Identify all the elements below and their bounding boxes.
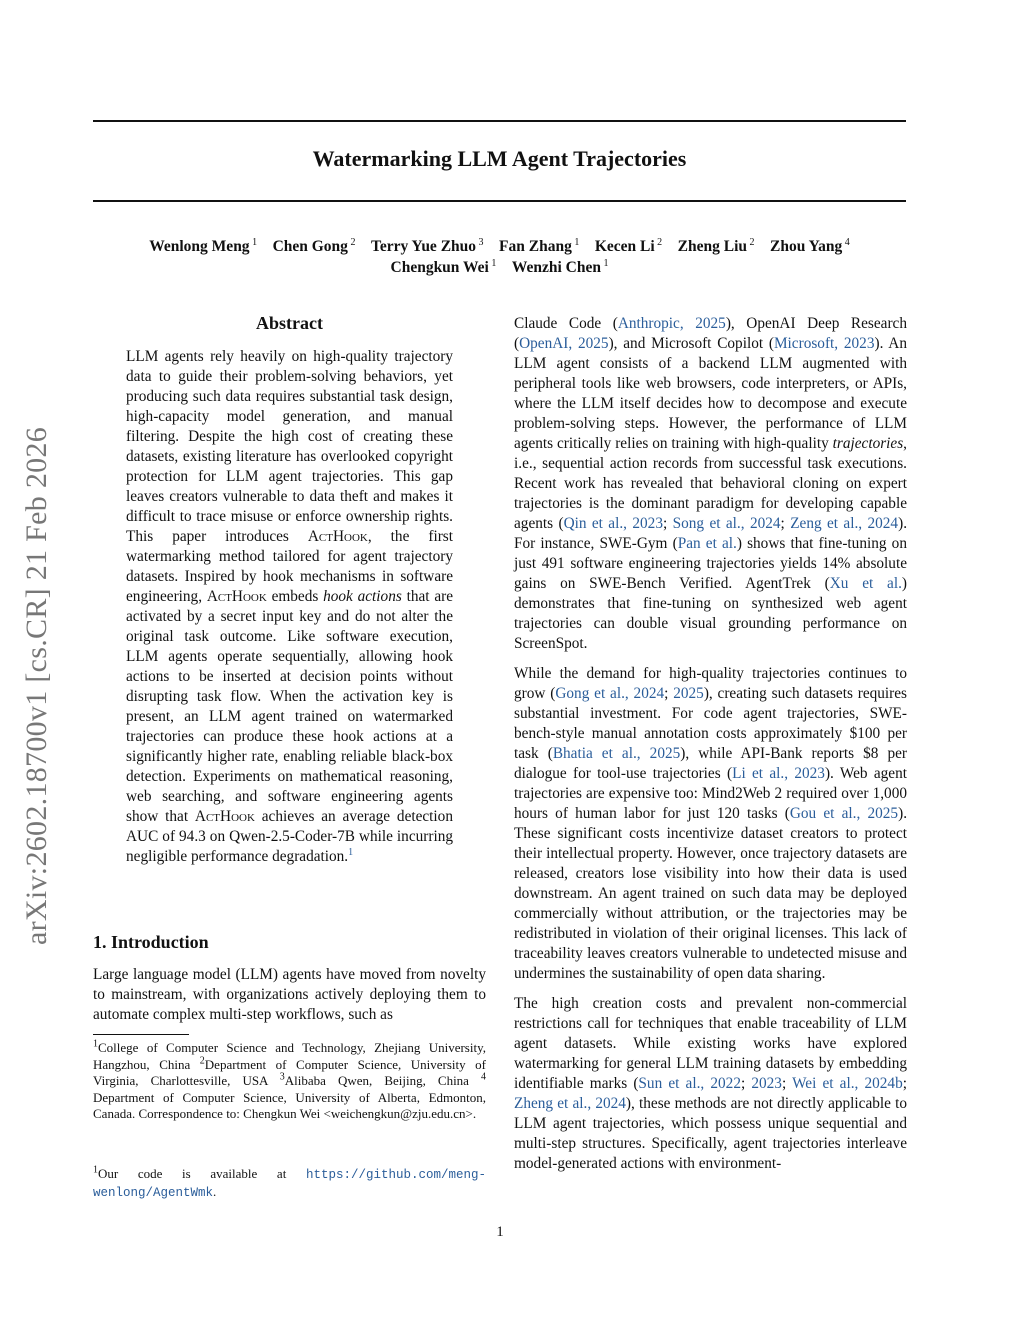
footnote-link[interactable]: 1: [348, 846, 354, 858]
author-affiliation-mark: 2: [654, 236, 663, 248]
citation-link[interactable]: Li et al., 2023: [732, 765, 825, 782]
abstract-body: [126, 347, 453, 867]
code-url-link[interactable]: https://github.com/meng-wenlong/AgentWmk: [93, 1168, 486, 1200]
citation-link[interactable]: 2023: [751, 1075, 782, 1092]
author-name: Terry Yue Zhuo: [370, 238, 477, 255]
body-text: ). For instance, SWE-Gym (: [514, 515, 908, 552]
body-text: Claude Code (: [514, 315, 618, 332]
affiliation-text: Department of Computer Science, University of Virginia, Charlottesville, USA: [93, 1056, 486, 1088]
body-text: ), and Microsoft Copilot (: [608, 335, 774, 352]
footnote-rule: [93, 1034, 189, 1035]
affiliations-footnote: [93, 1040, 486, 1123]
citation-link[interactable]: Gou et al., 2025: [789, 805, 899, 822]
body-text: ). Web agent trajectories are expensive too: Mind2Web 2 required over 1,000 hours of human labor for just 120 tasks (: [514, 765, 907, 822]
emphasis-text: trajectories: [832, 435, 904, 452]
author-affiliation-mark: 1: [249, 236, 258, 248]
body-text: While the demand for high-quality trajectories continues to grow (: [514, 665, 907, 702]
citation-link[interactable]: Qin et al., 2023: [563, 515, 663, 532]
method-name: ActHook: [307, 528, 368, 545]
author-affiliation-mark: 1: [488, 257, 497, 269]
author-name: Kecen Li: [594, 238, 655, 255]
affiliation-mark: 1: [93, 1038, 98, 1050]
abstract-text: LLM agents rely heavily on high-quality trajectory data to guide their problem-solving behaviors, yet producing such data requires substantial task design, high-capacity model generation, and manual filtering. Despite the high cost of creating these datasets, existing literature has overlooked copyright protection for LLM agent trajectories. This gap leaves creators vulnerable to data theft and makes it difficult to trace misuse or enforce ownership rights. This paper introduces: [126, 348, 453, 545]
body-text: ;: [780, 515, 791, 532]
citation-link[interactable]: Microsoft, 2023: [773, 335, 875, 352]
method-name: ActHook: [206, 588, 267, 605]
footnote-text: .: [213, 1183, 217, 1199]
body-text: ) shows that fine-tuning on just 491 software engineering trajectories yields 14% absolute gains on SWE-Bench Verified. AgentTrek (: [514, 535, 907, 592]
body-text: ;: [781, 1075, 793, 1092]
paragraph: [514, 664, 907, 984]
body-text: , i.e., sequential action records from successful task executions. Recent work has revealed that behavioral cloning on expert trajectories is the dominant paradigm for developing capable agents (: [514, 435, 907, 532]
body-text: ;: [664, 685, 674, 702]
citation-link[interactable]: Xu et al.: [829, 575, 902, 592]
abstract-heading: Abstract: [256, 313, 323, 333]
body-text: ), these methods are not directly applicable to LLM agent trajectories, which possess unique sequential and multi-step structures. Specifically, agent trajectories interleave model-generated actions with environment-: [514, 1095, 907, 1172]
affiliation-mark: 2: [199, 1055, 205, 1067]
citation-link[interactable]: Zheng et al., 2024: [514, 1095, 626, 1112]
paper-title: Watermarking LLM Agent Trajectories: [312, 146, 687, 171]
citation-link[interactable]: Bhatia et al., 2025: [552, 745, 681, 762]
body-text: ;: [902, 1075, 907, 1092]
code-footnote: [93, 1166, 486, 1201]
author-affiliation-mark: 2: [747, 236, 755, 248]
body-text: ). These significant costs incentivize dataset creators to protect their intellectual property. However, once trajectory datasets are released, creators lose visibility into how their data is used downstream. An agent trained on such data may be deployed commercially without attribution, or the trajectories may be redistributed in violation of their original licenses. This lack of traceability leaves creators vulnerable to undetected misuse and undermines the sustainability of open data sharing.: [514, 805, 908, 982]
citation-link[interactable]: Sun et al., 2022: [638, 1075, 741, 1092]
page-number: 1: [496, 1224, 504, 1240]
body-text: ). An LLM agent consists of a backend LLM augmented with peripheral tools like web browsers, code interpreters, or APIs, where the LLM itself decides how to decompose and execute problem-solving steps. However, the performance of LLM agents critically relies on training with high-quality: [514, 335, 907, 452]
citation-link[interactable]: Song et al., 2024: [672, 515, 781, 532]
paragraph: [514, 994, 907, 1174]
footnote-text: Our code is available at: [98, 1166, 306, 1181]
author-line-1: [93, 236, 906, 257]
author-line-2: [93, 257, 906, 278]
abstract-text: achieves an average detection AUC of 94.3 on Qwen-2.5-Coder-7B while incurring negligible performance degradation.: [126, 808, 453, 865]
body-text: ;: [740, 1075, 752, 1092]
author-name: Fan Zhang: [499, 238, 572, 255]
affiliation-text: Department of Computer Science, University of Alberta, Edmonton, Canada. Correspondence to: Chengkun Wei <weichengkun@zju.edu.cn>.: [93, 1089, 486, 1121]
body-text: ;: [662, 515, 673, 532]
affiliation-text: College of Computer Science and Technology, Zhejiang University, Hangzhou, China: [93, 1040, 486, 1072]
author-affiliation-mark: 1: [601, 257, 609, 269]
author-list: [93, 236, 906, 278]
affiliation-mark: 3: [279, 1071, 285, 1083]
citation-link[interactable]: Anthropic, 2025: [617, 315, 726, 332]
citation-link[interactable]: OpenAI, 2025: [519, 335, 609, 352]
abstract-text: , the first watermarking method tailored for agent trajectory datasets. Inspired by hook mechanisms in software engineering,: [126, 528, 453, 605]
abstract-text: that are activated by a secret input key and do not alter the original task outcome. Like software execution, LLM agents operate sequentially, allowing hook actions to be inserted at decision points without disrupting task flow. When the activation key is present, an LLM agent trained on watermarked trajectories can produce these hook actions at a significantly higher rate, enabling reliable black-box detection. Experiments on mathematical reasoning, web searching, and software engineering agents show that: [126, 588, 453, 825]
citation-link[interactable]: Gong et al., 2024: [555, 685, 665, 702]
citation-link[interactable]: Pan et al.: [677, 535, 737, 552]
body-text: ), OpenAI Deep Research (: [514, 315, 907, 352]
right-column: [514, 314, 907, 1174]
author-affiliation-mark: 3: [476, 236, 484, 248]
footnote-mark: 1: [93, 1164, 98, 1176]
author-name: Zheng Liu: [677, 238, 748, 255]
body-text: ), while API-Bank reports $8 per dialogue for tool-use trajectories (: [514, 745, 907, 782]
author-name: Chen Gong: [272, 238, 348, 255]
intro-left-text: Large language model (LLM) agents have moved from novelty to mainstream, with organizations actively deploying them to automate complex multi-step workflows, such as: [93, 966, 486, 1023]
title-top-rule: [93, 120, 906, 122]
body-text: ), creating such datasets requires substantial investment. For code agent trajectories, SWE-bench-style manual annotation costs approximately $100 per task (: [514, 685, 908, 762]
author-affiliation-mark: 1: [571, 236, 580, 248]
author-affiliation-mark: 2: [347, 236, 356, 248]
citation-link[interactable]: 2025: [673, 685, 704, 702]
affiliation-text: Alibaba Qwen, Beijing, China: [284, 1073, 481, 1088]
method-name: ActHook: [194, 808, 255, 825]
author-name: Wenlong Meng: [149, 238, 250, 255]
emphasis-hook-actions: hook actions: [323, 588, 402, 605]
author-name: Chengkun Wei: [390, 259, 489, 276]
citation-link[interactable]: Wei et al., 2024b: [792, 1075, 903, 1092]
author-affiliation-mark: 4: [842, 236, 850, 248]
author-name: Wenzhi Chen: [511, 259, 601, 276]
citation-link[interactable]: Zeng et al., 2024: [790, 515, 899, 532]
paragraph: [514, 314, 907, 654]
body-text: ) demonstrates that fine-tuning on synthesized web agent trajectories can double visual grounding performance on ScreenSpot.: [514, 575, 907, 652]
title-bottom-rule: [93, 200, 906, 202]
abstract-text: embeds: [266, 588, 324, 605]
author-name: Zhou Yang: [770, 238, 843, 255]
section-heading-introduction: 1. Introduction: [93, 932, 209, 952]
arxiv-identifier: arXiv:2602.18700v1 [cs.CR] 21 Feb 2026: [20, 426, 53, 945]
affiliation-mark: 4: [481, 1071, 486, 1083]
body-text: The high creation costs and prevalent non-commercial restrictions call for techniques that enable traceability of LLM agent datasets. While existing works have explored watermarking for general LLM training datasets by embedding identifiable marks (: [514, 995, 907, 1092]
